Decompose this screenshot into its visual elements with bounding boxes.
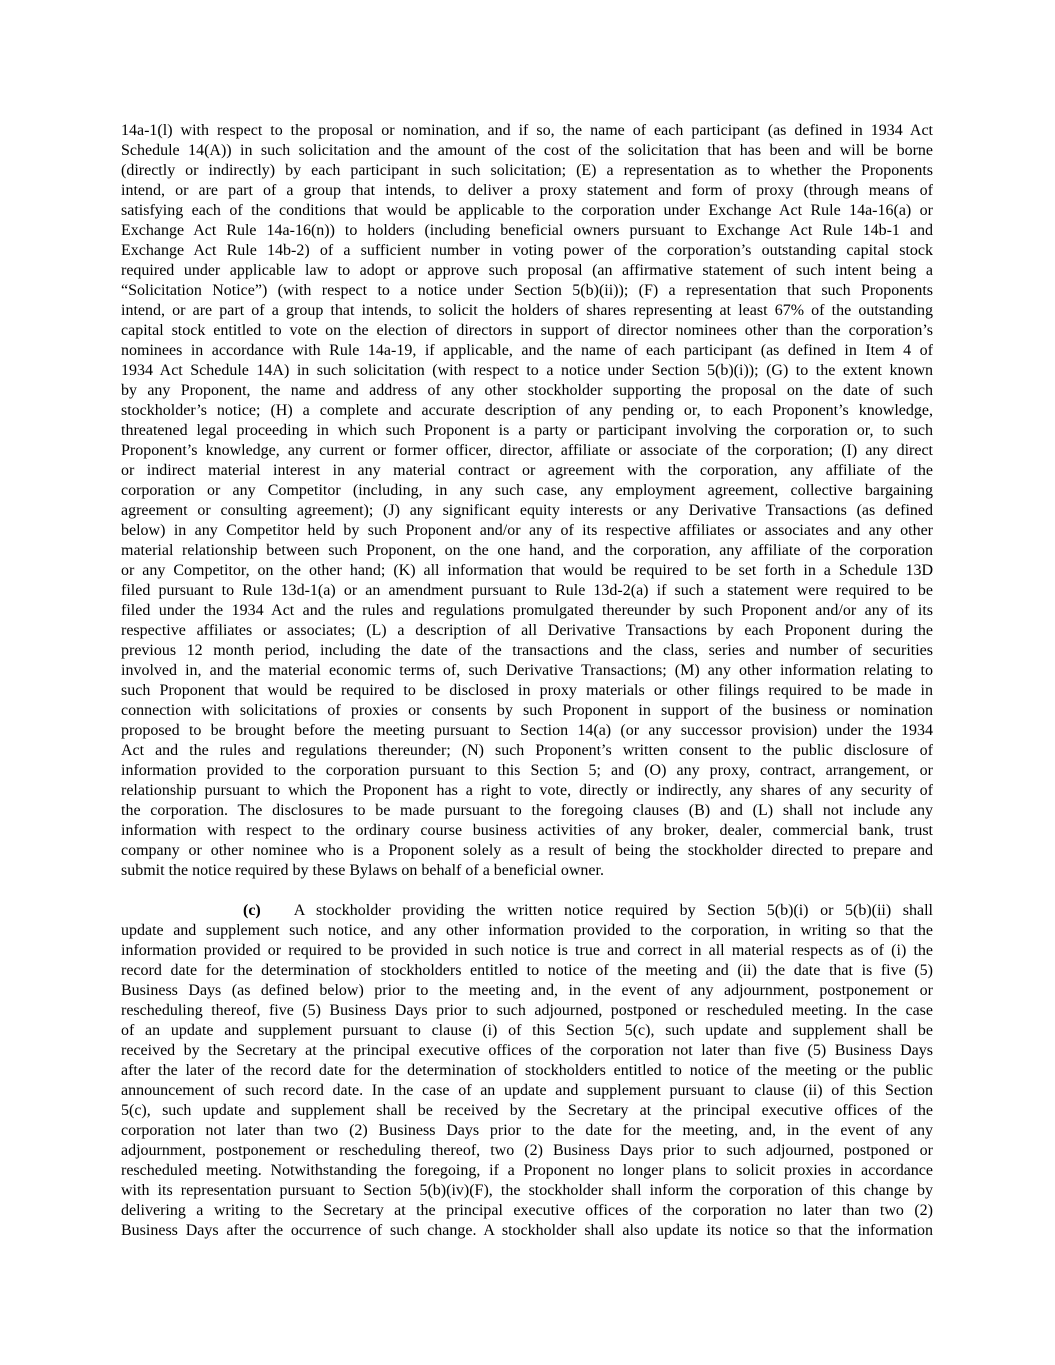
- text-line: received by the Secretary at the principal executive offices of the corporation not later than five (5) Business Days: [121, 1042, 933, 1059]
- text-line: required under applicable law to adopt or approve such proposal (an affirmative statement of such intent being a: [121, 262, 933, 279]
- text-line: 1934 Act Schedule 14A) in such solicitation (with respect to a notice under Section 5(b)(i)); (G) to the extent known: [121, 362, 933, 379]
- text-line: proposed to be brought before the meeting pursuant to Section 14(a) (or any successor provision) under the 1934: [121, 722, 933, 739]
- page-content: [121, 121, 933, 1241]
- text-line: below) in any Competitor held by such Proponent and/or any of its respective affiliates or associates and any other: [121, 522, 933, 539]
- text-line: with its representation pursuant to Section 5(b)(iv)(F), the stockholder shall inform the corporation of this change by: [121, 1182, 933, 1199]
- text-line: Proponent’s knowledge, any current or former officer, director, affiliate or associate of the corporation; (I) any direct: [121, 442, 933, 459]
- text-line: rescheduling thereof, five (5) Business Days prior to such adjourned, postponed or rescheduled meeting. In the case: [121, 1002, 933, 1019]
- text-line: adjournment, postponement or rescheduling thereof, two (2) Business Days prior to such adjourned, postponed or: [121, 1142, 933, 1159]
- text-line: announcement of such record date. In the case of an update and supplement pursuant to clause (ii) of this Section: [121, 1082, 933, 1099]
- text-line: 5(c), such update and supplement shall be received by the Secretary at the principal executive offices of the: [121, 1102, 933, 1119]
- paragraph-continuation: [121, 121, 933, 881]
- text-line: delivering a writing to the Secretary at the principal executive offices of the corporation no later than two (2): [121, 1202, 933, 1219]
- text-line: capital stock entitled to vote on the election of directors in support of director nominees other than the corporation’s: [121, 322, 933, 339]
- text-line: company or other nominee who is a Proponent solely as a result of being the stockholder directed to prepare and: [121, 842, 933, 859]
- text-line: satisfying each of the conditions that would be applicable to the corporation under Exchange Act Rule 14a-16(a) or: [121, 202, 933, 219]
- text-line: or indirect material interest in any material contract or agreement with the corporation, any affiliate of the: [121, 462, 933, 479]
- text-line: information provided to the corporation pursuant to this Section 5; and (O) any proxy, contract, arrangement, or: [121, 762, 933, 779]
- text-line: respective affiliates or associates; (L) a description of all Derivative Transactions by each Proponent during the: [121, 622, 933, 639]
- text-line: filed under the 1934 Act and the rules and regulations promulgated thereunder by such Proponent and/or any of its: [121, 602, 933, 619]
- text-line: (directly or indirectly) by each participant in such solicitation; (E) a representation as to whether the Proponents: [121, 162, 933, 179]
- text-line: such Proponent that would be required to be disclosed in proxy materials or other filings required to be made in: [121, 682, 933, 699]
- text-line: nominees in accordance with Rule 14a-19, if applicable, and the name of each participant (as defined in Item 4 of: [121, 342, 933, 359]
- text-line: corporation or any Competitor (including, in any such case, any employment agreement, collective bargaining: [121, 482, 933, 499]
- text-line: Business Days (as defined below) prior to the meeting and, in the event of any adjournment, postponement or: [121, 982, 933, 999]
- text-line: material relationship between such Proponent, on the one hand, and the corporation, any affiliate of the corporation: [121, 542, 933, 559]
- text-line: filed pursuant to Rule 13d-1(a) or an amendment pursuant to Rule 13d-2(a) if such a statement were required to be: [121, 582, 933, 599]
- clause-label: (c): [243, 902, 261, 919]
- text-line: of an update and supplement pursuant to clause (i) of this Section 5(c), such update and supplement shall be: [121, 1022, 933, 1039]
- text-line: [121, 901, 933, 921]
- text-line: rescheduled meeting. Notwithstanding the foregoing, if a Proponent no longer plans to solicit proxies in accordance: [121, 1162, 933, 1179]
- text-line: or any Competitor, on the other hand; (K) all information that would be required to be set forth in a Schedule 13D: [121, 562, 933, 579]
- text-line: Exchange Act Rule 14b-2) of a sufficient number in voting power of the corporation’s outstanding capital stock: [121, 242, 933, 259]
- text-line: update and supplement such notice, and any other information provided to the corporation, in writing so that the: [121, 922, 933, 939]
- text-line: relationship pursuant to which the Proponent has a right to vote, directly or indirectly, any shares of any security of: [121, 782, 933, 799]
- text-line: previous 12 month period, including the date of the transactions and the class, series and number of securities: [121, 642, 933, 659]
- text-line: agreement or consulting agreement); (J) any significant equity interests or any Derivative Transactions (as defined: [121, 502, 933, 519]
- text-line: the corporation. The disclosures to be made pursuant to the foregoing clauses (B) and (L) shall not include any: [121, 802, 933, 819]
- text-segment: A stockholder providing the written notice required by Section 5(b)(i) or 5(b)(ii) shall: [293, 902, 933, 919]
- text-line: stockholder’s notice; (H) a complete and accurate description of any pending or, to each Proponent’s knowledge,: [121, 402, 933, 419]
- text-line: information with respect to the ordinary course business activities of any broker, dealer, commercial bank, trust: [121, 822, 933, 839]
- paragraph-clause-c: [121, 901, 933, 1241]
- text-line: Act and the rules and regulations thereunder; (N) such Proponent’s written consent to the public disclosure of: [121, 742, 933, 759]
- text-line: by any Proponent, the name and address of any other stockholder supporting the proposal on the date of such: [121, 382, 933, 399]
- text-line: record date for the determination of stockholders entitled to notice of the meeting and (ii) the date that is five (5): [121, 962, 933, 979]
- text-line: intend, or are part of a group that intends, to solicit the holders of shares representing at least 67% of the outstanding: [121, 302, 933, 319]
- text-line: corporation not later than two (2) Business Days prior to the date for the meeting, and, in the event of any: [121, 1122, 933, 1139]
- text-line: intend, or are part of a group that intends, to deliver a proxy statement and form of proxy (through means of: [121, 182, 933, 199]
- text-line: after the later of the record date for the determination of stockholders entitled to notice of the meeting or the public: [121, 1062, 933, 1079]
- text-line: Business Days after the occurrence of such change. A stockholder shall also update its notice so that the information: [121, 1222, 933, 1239]
- text-line: “Solicitation Notice”) (with respect to a notice under Section 5(b)(ii)); (F) a representation that such Proponents: [121, 282, 933, 299]
- text-line: 14a-1(l) with respect to the proposal or nomination, and if so, the name of each participant (as defined in 1934 Act: [121, 122, 933, 139]
- text-line: Schedule 14(A)) in such solicitation and the amount of the cost of the solicitation that has been and will be borne: [121, 142, 933, 159]
- text-line: information provided or required to be provided in such notice is true and correct in all material respects as of (i) the: [121, 942, 933, 959]
- text-line: involved in, and the material economic terms of, such Derivative Transactions; (M) any other information relating to: [121, 662, 933, 679]
- text-line: submit the notice required by these Bylaws on behalf of a beneficial owner.: [121, 862, 604, 879]
- text-line: connection with solicitations of proxies or consents by such Proponent in support of the business or nomination: [121, 702, 933, 719]
- text-line: Exchange Act Rule 14a-16(n)) to holders (including beneficial owners pursuant to Exchange Act Rule 14b-1 and: [121, 222, 933, 239]
- text-line: threatened legal proceeding in which such Proponent is a party or participant involving the corporation or, to such: [121, 422, 933, 439]
